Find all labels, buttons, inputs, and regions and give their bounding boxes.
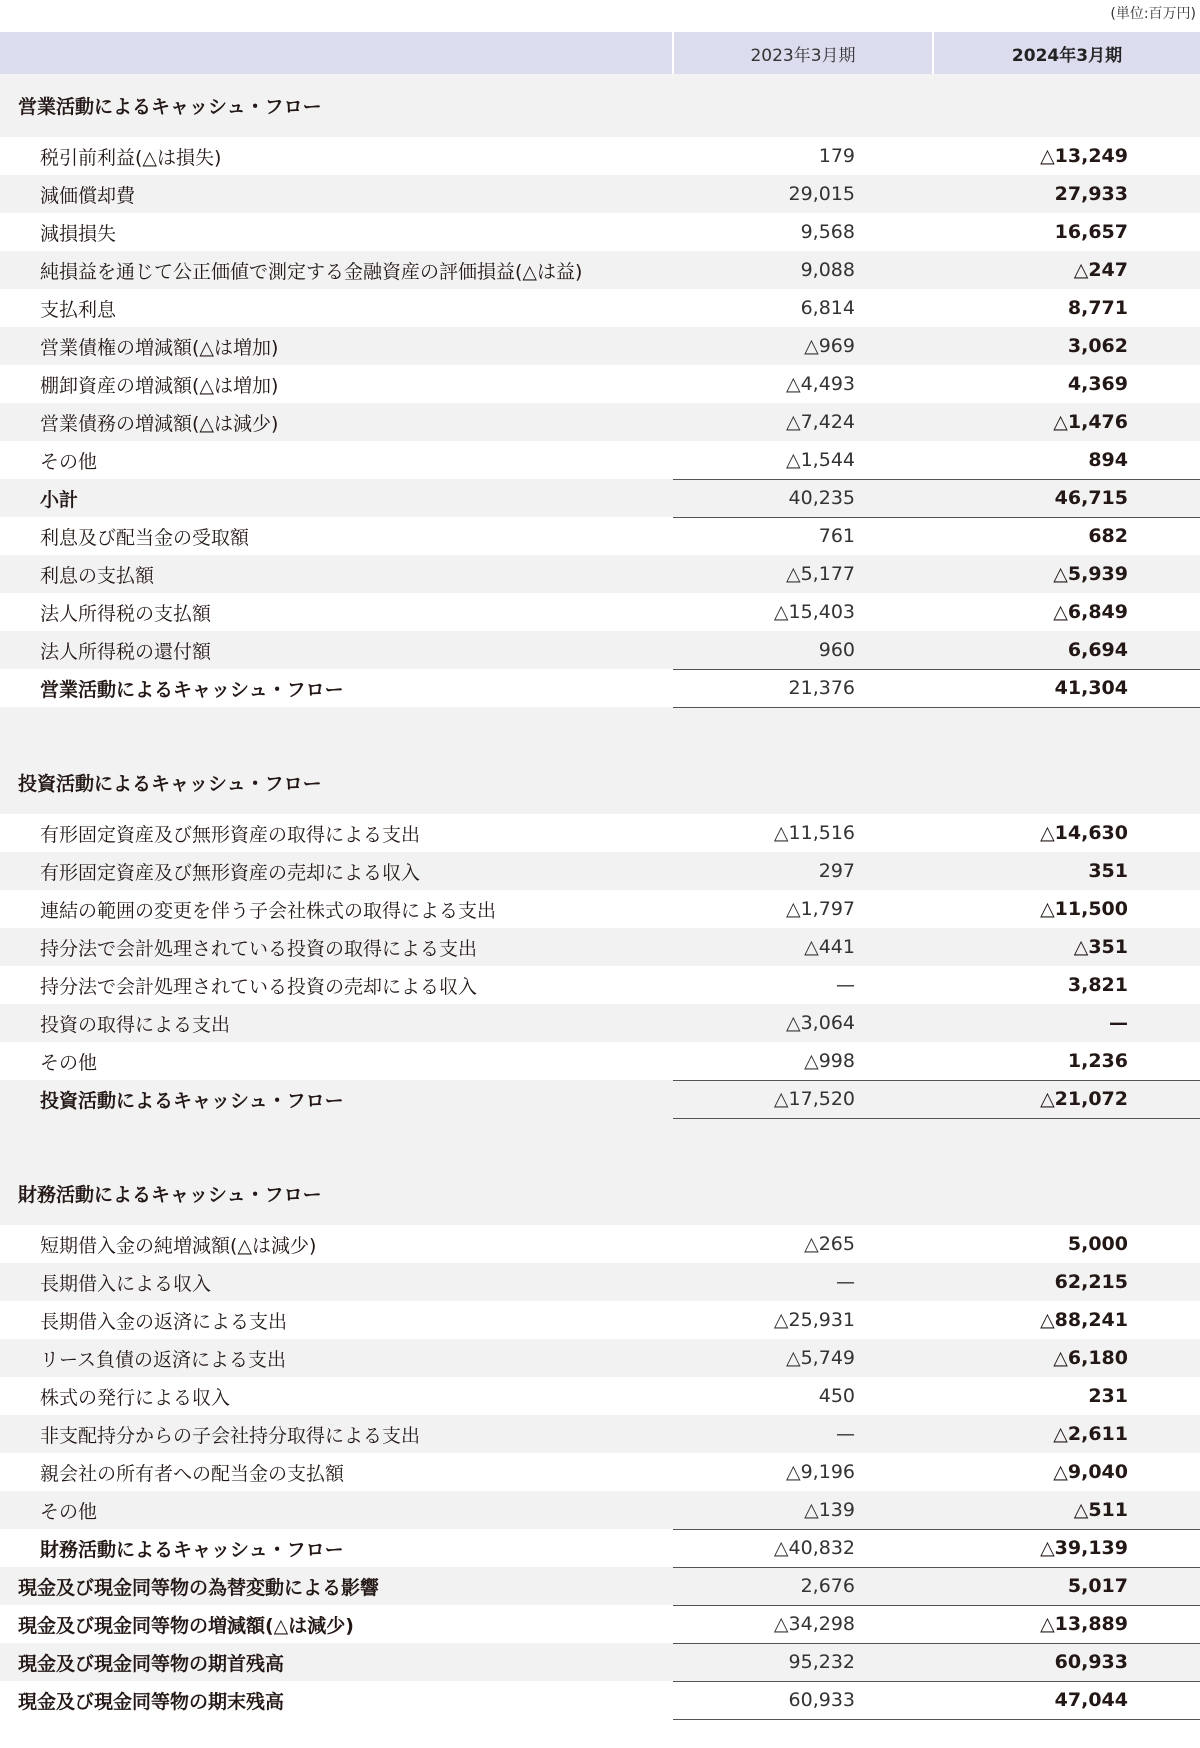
header-2024: 2024年3月期 (933, 32, 1200, 74)
table-row: 支払利息 6,814 8,771 (40, 297, 1128, 321)
table-row: 持分法で会計処理されている投資の取得による支出 △441 △351 (0, 928, 1200, 966)
table-row: その他 △139 △511 (0, 1491, 1200, 1529)
financing-total-row: 財務活動によるキャッシュ・フロー △40,832 △39,139 (0, 1529, 1200, 1567)
table-row: 連結の範囲の変更を伴う子会社株式の取得による支出 △1,797 △11,500 (40, 898, 1128, 922)
table-row: リース負債の返済による支出 △5,749 △6,180 (0, 1339, 1200, 1377)
table-row: 短期借入金の純増減額(△は減少) △265 5,000 (40, 1233, 1128, 1257)
section-financing (0, 1162, 1200, 1225)
table-row: 純損益を通じて公正価値で測定する金融資産の評価損益(△は益) 9,088 △247 (0, 251, 1200, 289)
table-row: 有形固定資産及び無形資産の取得による支出 △11,516 △14,630 (40, 822, 1128, 846)
opening-balance-row: 現金及び現金同等物の期首残高 95,232 60,933 (0, 1643, 1200, 1681)
table-row: 営業債権の増減額(△は増加) △969 3,062 (0, 327, 1200, 365)
table-row: その他 △998 1,236 (40, 1049, 1128, 1074)
table-row: 長期借入による収入 — 62,215 (0, 1263, 1200, 1301)
table-row: 棚卸資産の増減額(△は増加) △4,493 4,369 (40, 373, 1128, 397)
table-row: 減損損失 9,568 16,657 (40, 221, 1128, 245)
table-row: 非支配持分からの子会社持分取得による支出 — △2,611 (0, 1415, 1200, 1453)
section-spacer (0, 1118, 1200, 1162)
header-blank (0, 32, 673, 74)
table-row: 減価償却費 29,015 27,933 (0, 175, 1200, 213)
section-operating (0, 74, 1200, 137)
unit-note: (単位:百万円) (1110, 6, 1196, 22)
table-row: 利息の支払額 △5,177 △5,939 (0, 555, 1200, 593)
table-row: 親会社の所有者への配当金の支払額 △9,196 △9,040 (40, 1461, 1128, 1485)
table-row: 法人所得税の支払額 △15,403 △6,849 (40, 601, 1128, 625)
header-row (0, 32, 1200, 74)
section-title: 営業活動によるキャッシュ・フロー (0, 74, 673, 137)
section-spacer (0, 707, 1200, 751)
table-row: 投資の取得による支出 △3,064 — (0, 1004, 1200, 1042)
table-row: その他 △1,544 894 (40, 448, 1128, 473)
table-row: 長期借入金の返済による支出 △25,931 △88,241 (40, 1309, 1128, 1333)
closing-balance-row: 現金及び現金同等物の期末残高 60,933 47,044 (0, 1681, 1200, 1719)
fx-effect-row: 現金及び現金同等物の為替変動による影響 2,676 5,017 (0, 1567, 1200, 1605)
subtotal-row: 小計 40,235 46,715 (0, 479, 1200, 517)
table-row: 法人所得税の還付額 960 6,694 (0, 631, 1200, 669)
net-change-row: 現金及び現金同等物の増減額(△は減少) △34,298 △13,889 (0, 1605, 1200, 1643)
table-row: 利息及び配当金の受取額 761 682 (40, 525, 1128, 549)
investing-total-row: 投資活動によるキャッシュ・フロー △17,520 △21,072 (0, 1080, 1200, 1118)
cash-flow-table (0, 32, 1200, 1720)
section-title: 投資活動によるキャッシュ・フロー (0, 751, 673, 814)
table-row: 有形固定資産及び無形資産の売却による収入 297 351 (0, 852, 1200, 890)
table-row: 株式の発行による収入 450 231 (40, 1385, 1128, 1409)
section-investing (0, 751, 1200, 814)
table-row: 持分法で会計処理されている投資の売却による収入 — 3,821 (40, 974, 1128, 998)
header-2023: 2023年3月期 (673, 32, 933, 74)
section-title: 財務活動によるキャッシュ・フロー (0, 1162, 673, 1225)
table-row: 営業債務の増減額(△は減少) △7,424 △1,476 (0, 403, 1200, 441)
operating-total-row: 営業活動によるキャッシュ・フロー 21,376 41,304 (0, 669, 1200, 707)
table-row: 税引前利益(△は損失) 179 △13,249 (40, 145, 1128, 169)
